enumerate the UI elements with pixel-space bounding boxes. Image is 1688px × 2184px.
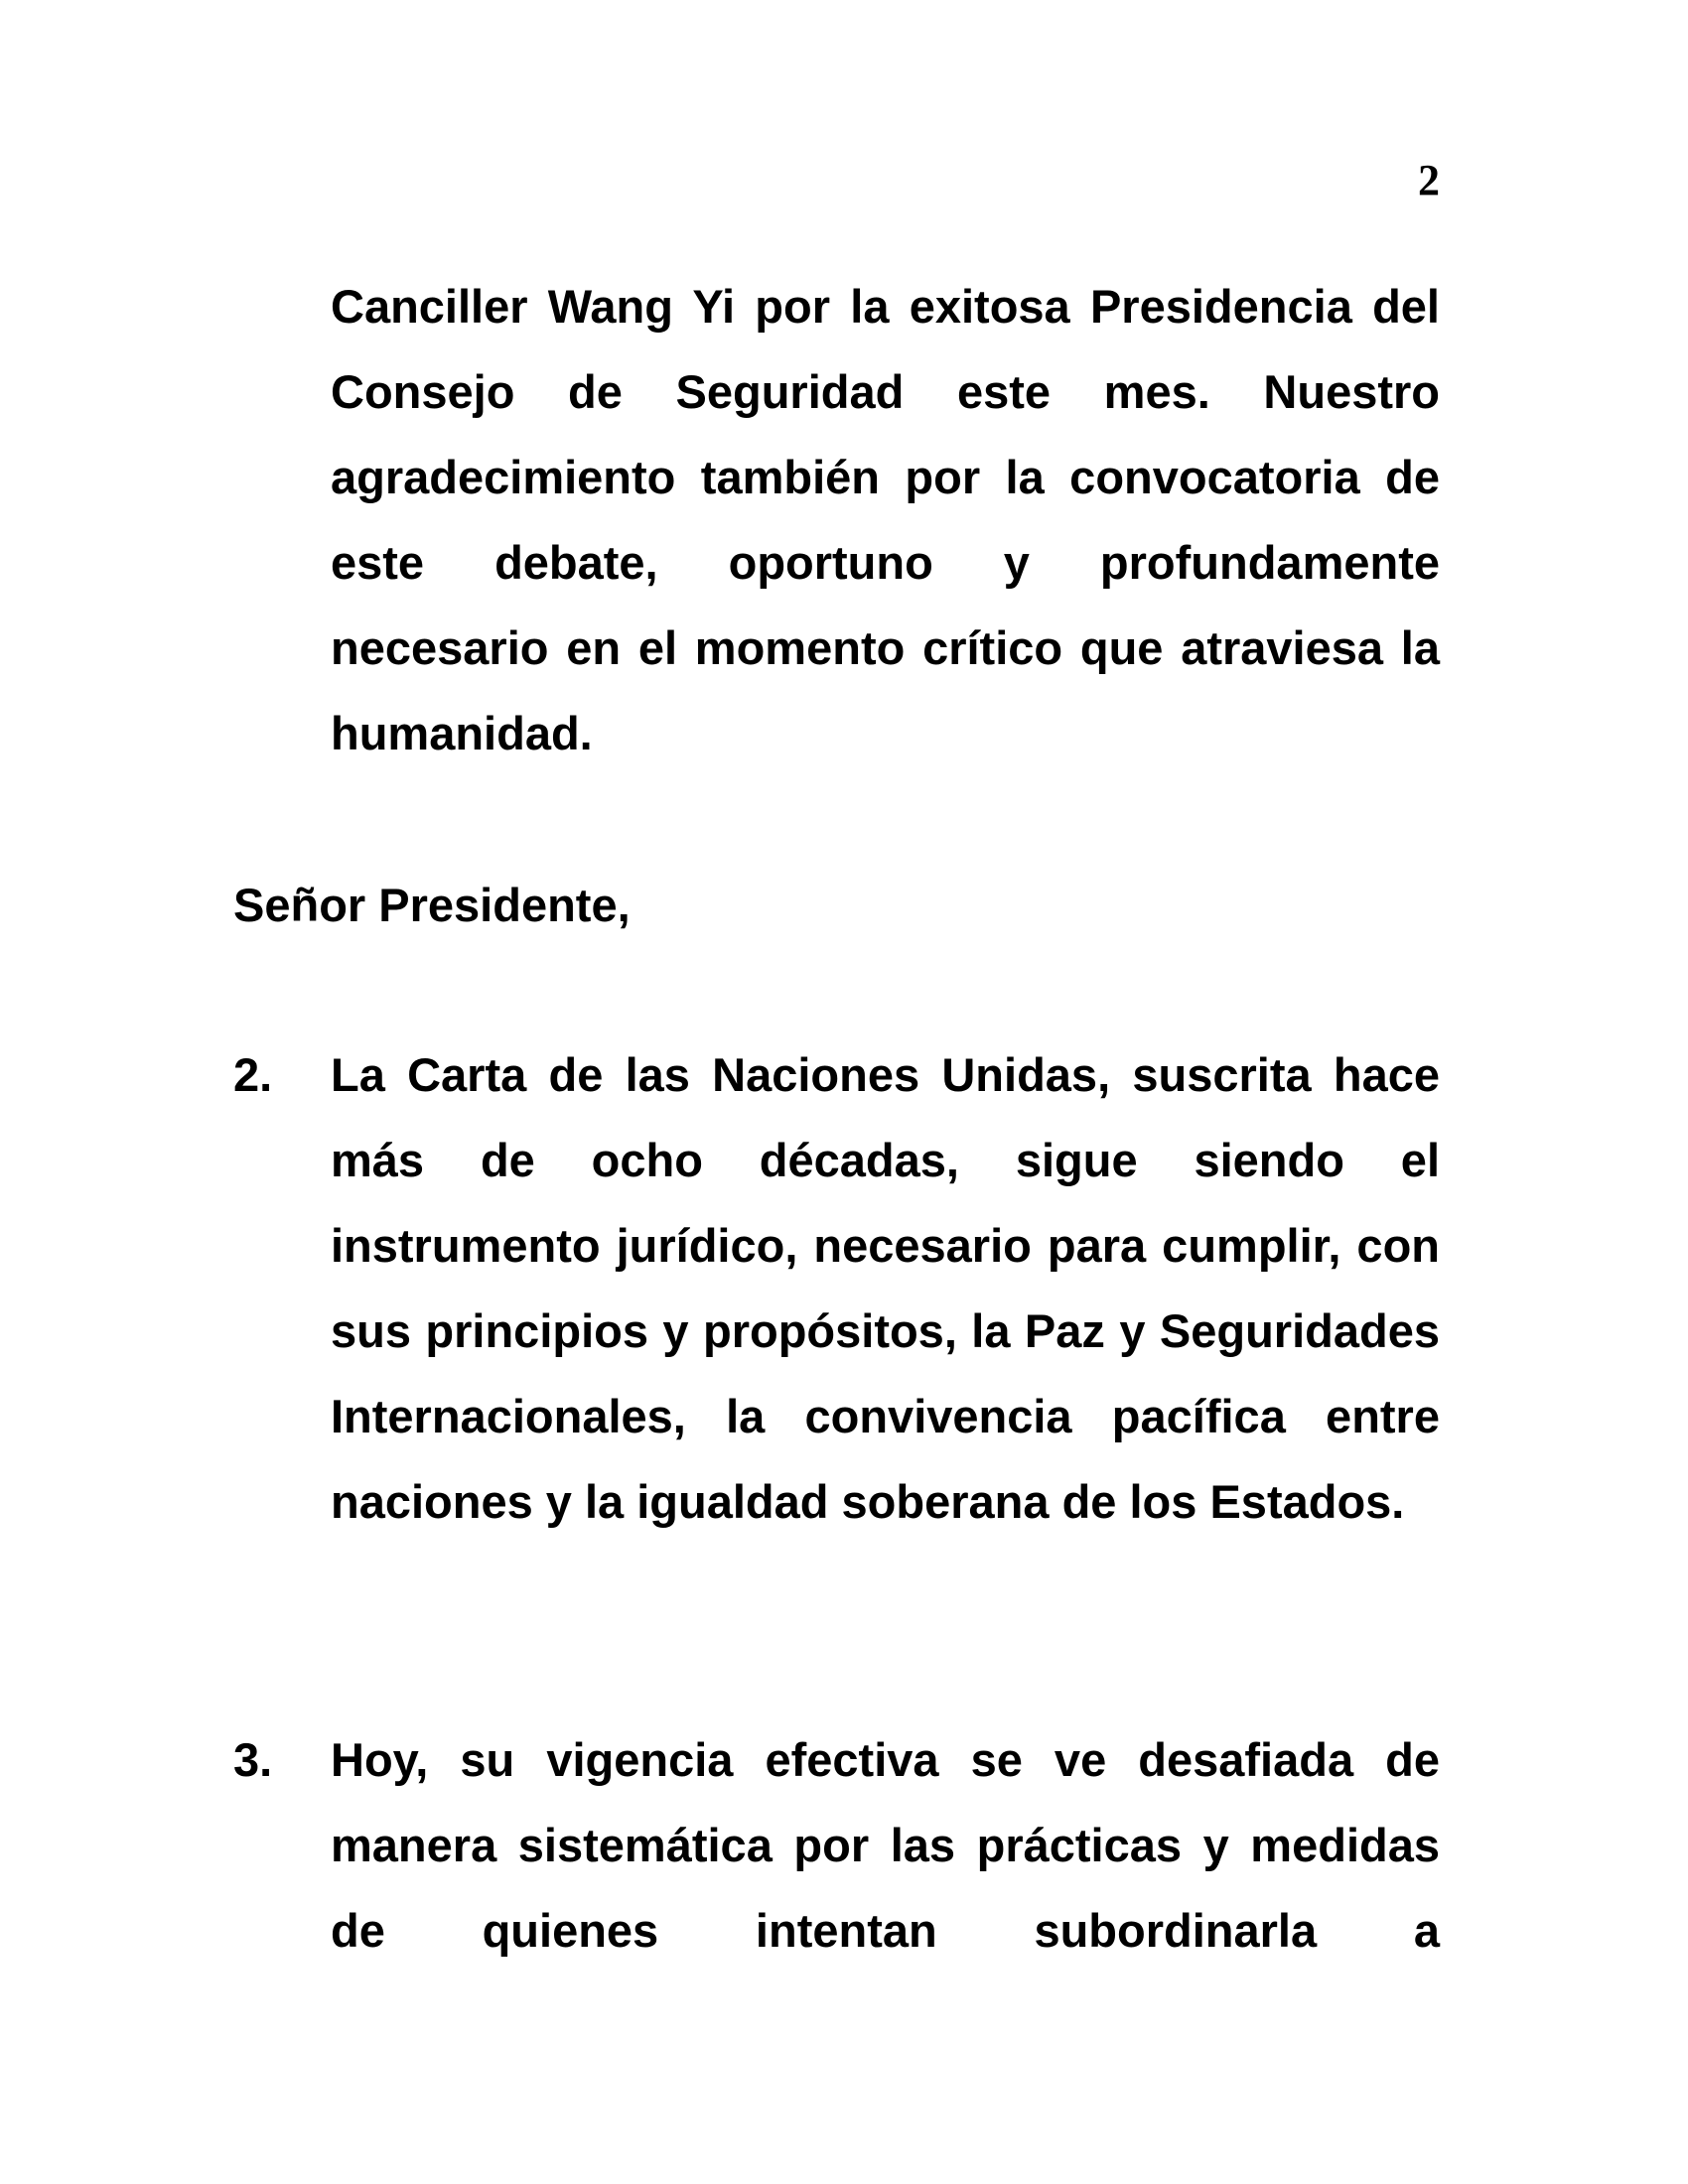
paragraph-3-number: 3. (233, 1733, 273, 1786)
salutation: Señor Presidente, (233, 879, 631, 931)
intro-paragraph: Canciller Wang Yi por la exitosa Presidencia del Consejo de Seguridad este mes. Nuestro agradecimiento también por la convocatoria de este debate, oportuno y profundamente necesario en el momento crítico que atraviesa la humanidad. (331, 280, 1440, 759)
page-number: 2 (1418, 156, 1440, 205)
paragraph-2-number: 2. (233, 1048, 273, 1101)
paragraph-2-text: La Carta de las Naciones Unidas, suscrita hace más de ocho décadas, sigue siendo el instrumento jurídico, necesario para cumplir, con sus principios y propósitos, la Paz y Seguridades Internacionales, la convivencia pacífica entre naciones y la igualdad soberana de los Estados. (331, 1048, 1440, 1528)
paragraph-3-text: Hoy, su vigencia efectiva se ve desafiada de manera sistemática por las prácticas y medidas de quienes intentan subordinarla a (331, 1733, 1440, 1957)
